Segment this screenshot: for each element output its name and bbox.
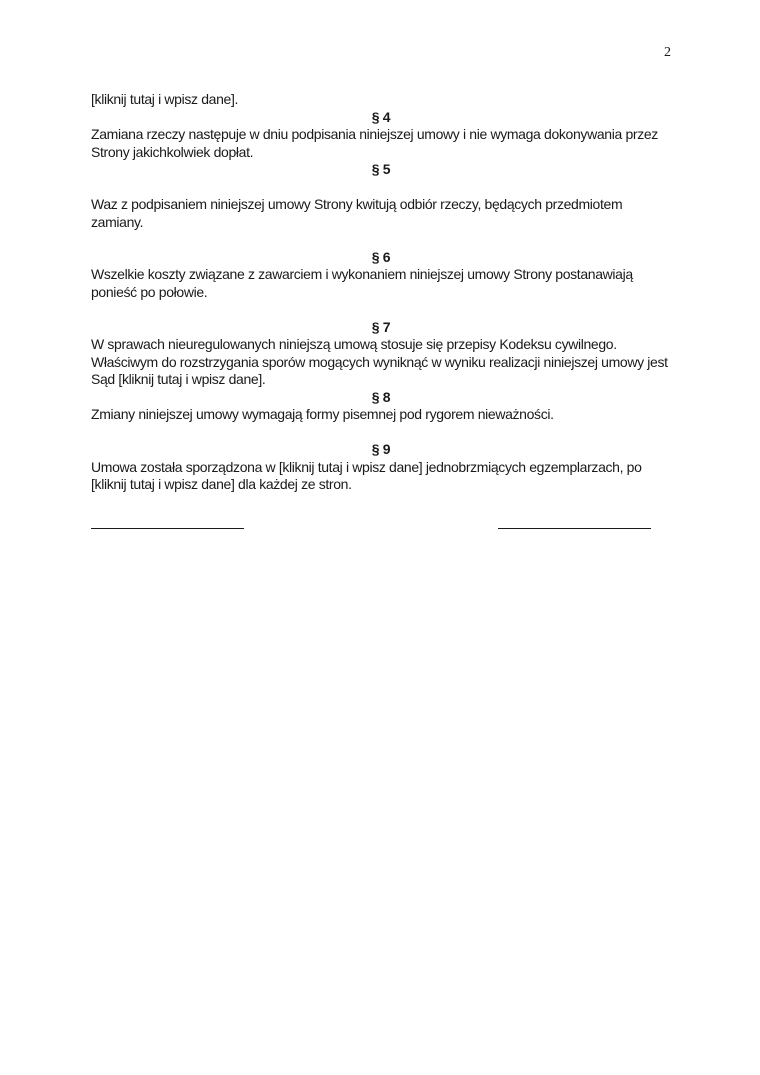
- section-7-text: W sprawach nieuregulowanych niniejszą umową stosuje się przepisy Kodeksu cywilnego. Właściwym do rozstrzygania sporów mogących wyniknąć w wyniku realizacji niniejszej umowy jest Sąd [kliknij tutaj i wpisz dane].: [91, 336, 668, 387]
- section-7-heading: § 7: [371, 318, 391, 335]
- spacer: [91, 424, 671, 442]
- document-body: [91, 91, 671, 494]
- signature-block: [91, 512, 652, 530]
- section-6-heading: § 6: [371, 248, 391, 265]
- signature-line-left: [91, 528, 244, 529]
- section-4-text: Zamiana rzeczy następuje w dniu podpisania niniejszej umowy i nie wymaga dokonywania przez Strony jakichkolwiek dopłat.: [91, 126, 658, 160]
- signature-line-right: [498, 528, 651, 529]
- section-8-heading: § 8: [371, 388, 391, 405]
- spacer: [91, 179, 671, 197]
- section-6-text: Wszelkie koszty związane z zawarciem i wykonaniem niniejszej umowy Strony postanawiają ponieść po połowie.: [91, 266, 633, 300]
- section-8-text: Zmiany niniejszej umowy wymagają formy pisemnej pod rygorem nieważności.: [91, 406, 554, 422]
- section-5-text: Waz z podpisaniem niniejszej umowy Strony kwitują odbiór rzeczy, będących przedmiotem zamiany.: [91, 196, 623, 230]
- intro-line: [kliknij tutaj i wpisz dane].: [91, 91, 239, 107]
- section-5-heading: § 5: [371, 161, 391, 177]
- section-4-heading: § 4: [371, 108, 391, 125]
- section-9-text: Umowa została sporządzona w [kliknij tutaj i wpisz dane] jednobrzmiących egzemplarzach, po [kliknij tutaj i wpisz dane] dla każdej ze stron.: [91, 458, 660, 492]
- page-number: 2: [664, 45, 671, 60]
- spacer: [91, 301, 671, 319]
- spacer: [91, 231, 671, 249]
- section-9-heading: § 9: [371, 441, 391, 457]
